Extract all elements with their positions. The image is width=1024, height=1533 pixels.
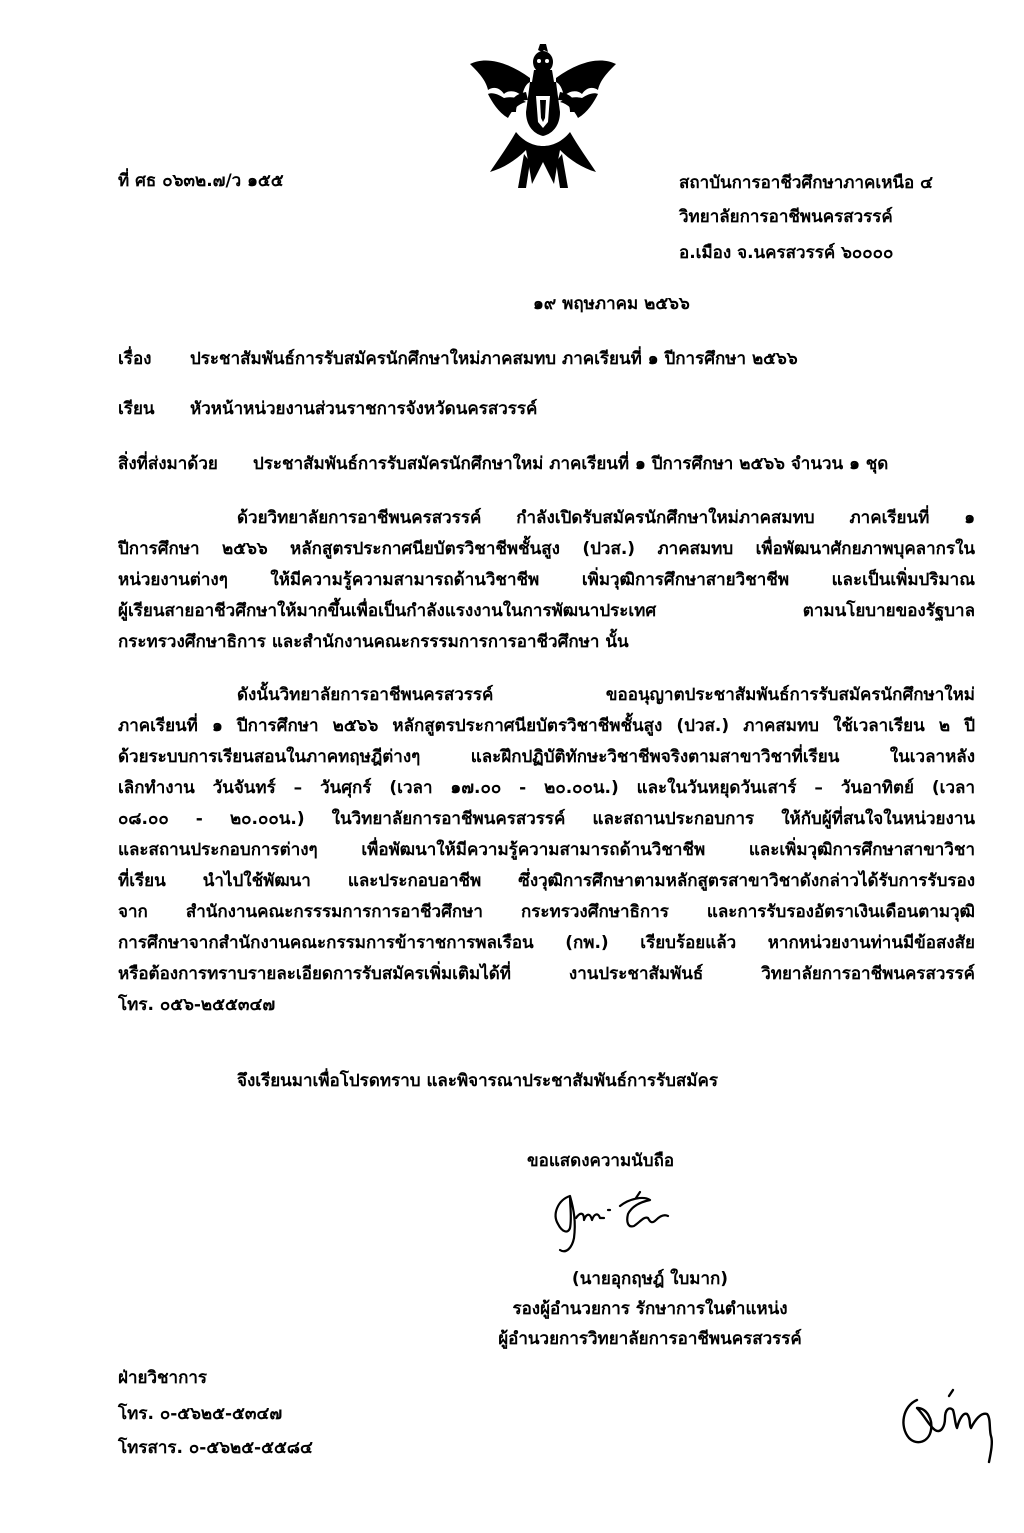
- handwritten-signature: [540, 1188, 680, 1258]
- paragraph-line: และสถานประกอบการต่างๆ เพื่อพัฒนาให้มีความรู้ความสามารถด้านวิชาชีพ และเพิ่มวุฒิการศึกษาสาขาวิชา: [118, 840, 975, 860]
- college-name: วิทยาลัยการอาชีพนครสวรรค์: [679, 207, 893, 227]
- closing-salutation: ขอแสดงความนับถือ: [527, 1151, 675, 1171]
- paragraph-line: กระทรวงศึกษาธิการ และสำนักงานคณะกรรรมการการอาชีวศึกษา นั้น: [118, 632, 629, 652]
- subject-label: เรื่อง: [118, 349, 152, 369]
- footer-department: ฝ่ายวิชาการ: [118, 1368, 208, 1388]
- paragraph-line: ด้วยวิทยาลัยการอาชีพนครสวรรค์ กำลังเปิดรับสมัครนักศึกษาใหม่ภาคสมทบ ภาคเรียนที่ ๑: [237, 508, 975, 528]
- signer-position-title: ผู้อำนวยการวิทยาลัยการอาชีพนครสวรรค์: [498, 1329, 802, 1349]
- footer-fax: โทรสาร. ๐-๕๖๒๕-๕๕๘๔: [118, 1438, 313, 1458]
- enclosure-label: สิ่งที่ส่งมาด้วย: [118, 454, 218, 474]
- paragraph-line: หรือต้องการทราบรายละเอียดการรับสมัครเพิ่มเติมได้ที่ งานประชาสัมพันธ์ วิทยาลัยการอาชีพนครสวรรค์: [118, 964, 975, 984]
- signature-block: [470, 1264, 830, 1354]
- organization-name: สถาบันการอาชีวศึกษาภาคเหนือ ๔: [679, 173, 934, 193]
- paragraph-line: ด้วยระบบการเรียนสอนในภาคทฤษฎีต่างๆ และฝึกปฏิบัติทักษะวิชาชีพจริงตามสาขาวิชาที่เรียน ในเวลาหลัง: [118, 747, 975, 767]
- document-number: ที่ ศธ ๐๖๓๒.๗/ว ๑๕๕: [118, 171, 284, 191]
- paragraph-line: ภาคเรียนที่ ๑ ปีการศึกษา ๒๕๖๖ หลักสูตรประกาศนียบัตรวิชาชีพชั้นสูง (ปวส.) ภาคสมทบ ใช้เวลาเรียน ๒ ปี: [118, 716, 975, 736]
- paragraph-line: ๐๘.๐๐ - ๒๐.๐๐น.) ในวิทยาลัยการอาชีพนครสวรรค์ และสถานประกอบการ ให้กับผู้ที่สนใจในหน่วยงาน: [118, 809, 975, 829]
- body-paragraph-2: [118, 680, 975, 1021]
- paragraph-line: ผู้เรียนสายอาชีวศึกษาให้มากขึ้นเพื่อเป็นกำลังแรงงานในการพัฒนาประเทศ ตามนโยบายของรัฐบาล: [118, 601, 975, 621]
- closing-request: จึงเรียนมาเพื่อโปรดทราบ และพิจารณาประชาสัมพันธ์การรับสมัคร: [237, 1071, 719, 1091]
- handwritten-initials: [895, 1380, 1010, 1470]
- paragraph-line: ดังนั้นวิทยาลัยการอาชีพนครสวรรค์ ขออนุญาตประชาสัมพันธ์การรับสมัครนักศึกษาใหม่: [237, 685, 975, 705]
- college-address: อ.เมือง จ.นครสวรรค์ ๖๐๐๐๐: [679, 243, 894, 263]
- signer-position: รองผู้อำนวยการ รักษาการในตำแหน่ง: [512, 1299, 788, 1319]
- paragraph-line: หน่วยงานต่างๆ ให้มีความรู้ความสามารถด้านวิชาชีพ เพิ่มวุฒิการศึกษาสายวิชาชีพ และเป็นเพิ่มปริมาณ: [118, 570, 975, 590]
- recipient-label: เรียน: [118, 399, 155, 419]
- paragraph-line: การศึกษาจากสำนักงานคณะกรรมการข้าราชการพลเรือน (กพ.) เรียบร้อยแล้ว หากหน่วยงานท่านมีข้อสงสัย: [118, 933, 975, 953]
- paragraph-line: เลิกทำงาน วันจันทร์ – วันศุกร์ (เวลา ๑๗.๐๐ - ๒๐.๐๐น.) และในวันหยุดวันเสาร์ – วันอาทิตย์ (เวลา: [118, 778, 975, 798]
- recipient-text: หัวหน้าหน่วยงานส่วนราชการจังหวัดนครสวรรค์: [190, 399, 538, 419]
- paragraph-line: จาก สำนักงานคณะกรรรมการการอาชีวศึกษา กระทรวงศึกษาธิการ และการรับรองอัตราเงินเดือนตามวุฒิ: [118, 902, 975, 922]
- enclosure-text: ประชาสัมพันธ์การรับสมัครนักศึกษาใหม่ ภาคเรียนที่ ๑ ปีการศึกษา ๒๕๖๖ จำนวน ๑ ชุด: [253, 454, 889, 474]
- paragraph-line: ที่เรียน นำไปใช้พัฒนา และประกอบอาชีพ ซึ่งวุฒิการศึกษาตามหลักสูตรสาขาวิชาดังกล่าวได้รับการรับรอง: [118, 871, 975, 891]
- letter-date: ๑๙ พฤษภาคม ๒๕๖๖: [533, 294, 690, 314]
- paragraph-line: โทร. ๐๕๖-๒๕๕๓๔๗: [118, 995, 276, 1015]
- subject-text: ประชาสัมพันธ์การรับสมัครนักศึกษาใหม่ภาคสมทบ ภาคเรียนที่ ๑ ปีการศึกษา ๒๕๖๖: [190, 349, 798, 369]
- footer-phone: โทร. ๐-๕๖๒๕-๕๓๔๗: [118, 1404, 283, 1424]
- paragraph-line: ปีการศึกษา ๒๕๖๖ หลักสูตรประกาศนียบัตรวิชาชีพชั้นสูง (ปวส.) ภาคสมทบ เพื่อพัฒนาศักยภาพบุคลากรใน: [118, 539, 975, 559]
- signer-name: (นายอุกฤษฎ์ ใบมาก): [571, 1269, 729, 1289]
- garuda-emblem-icon: [468, 42, 618, 190]
- body-paragraph-1: [118, 503, 975, 658]
